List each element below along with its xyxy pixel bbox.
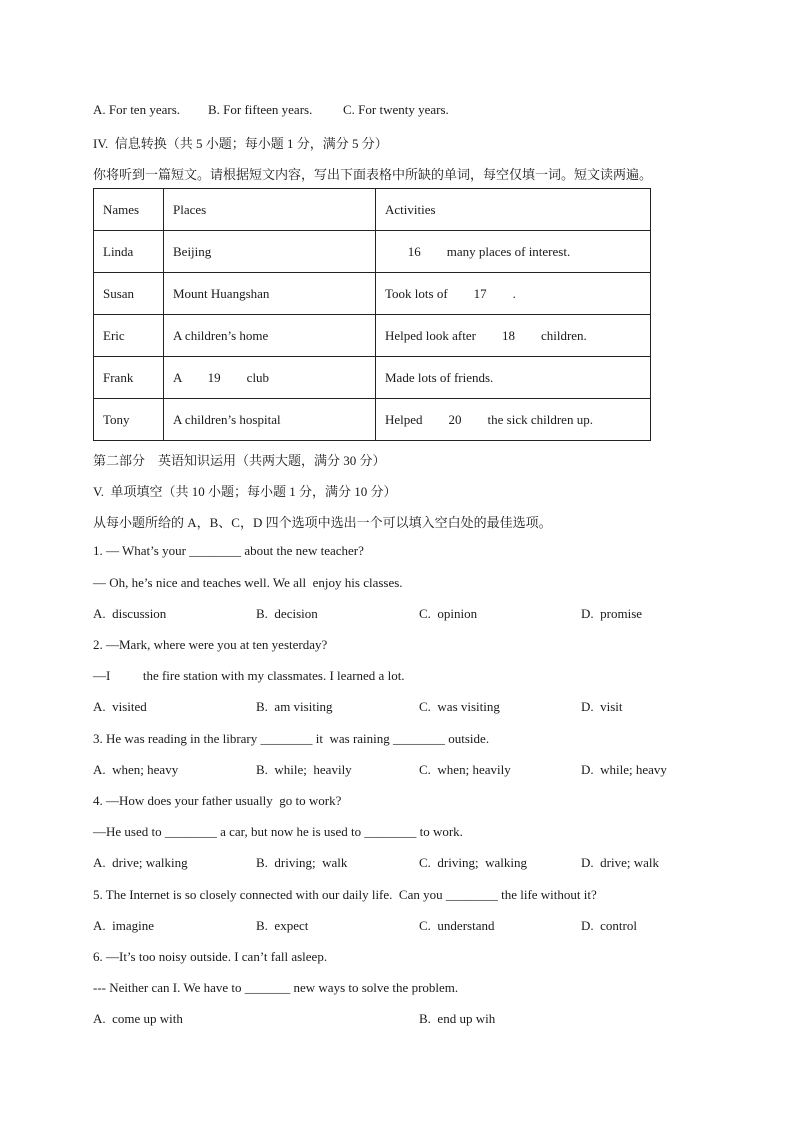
question-5-stem: 5. The Internet is so closely connected with our daily life. Can you ________ the life without it? [93,887,597,902]
cell-activity: 16 many places of interest. [376,231,651,273]
cell-place: A children’s hospital [164,399,376,441]
section-5-title: V. 单项填空（共 10 小题；每小题 1 分，满分 10 分） [93,484,397,499]
option-d: D. while; heavy [581,762,667,777]
cell-activity: Took lots of 17 . [376,273,651,315]
option-a: A. come up with [93,1011,183,1026]
question-4-options [93,855,713,873]
table-row [94,357,651,399]
table-row [94,231,651,273]
option-b: B. am visiting [256,699,333,714]
option-c: C. driving; walking [419,855,527,870]
question-3-options [93,762,713,780]
header-places: Places [164,189,376,231]
cell-place: Beijing [164,231,376,273]
cell-place: Mount Huangshan [164,273,376,315]
option-a: A. when; heavy [93,762,179,777]
table-row [94,315,651,357]
option-a: A. imagine [93,918,155,933]
option-c: C. opinion [419,606,478,621]
question-1-options [93,606,713,624]
table-row [94,273,651,315]
header-names: Names [94,189,164,231]
question-5-options [93,918,713,936]
option-c: C. was visiting [419,699,500,714]
previous-question-options [93,102,713,120]
question-4-response: —He used to ________ a car, but now he is used to ________ to work. [93,824,463,839]
table-row [94,399,651,441]
question-3-stem: 3. He was reading in the library ________ it was raining ________ outside. [93,731,490,746]
option-a: A. For ten years. [93,102,181,117]
cell-name: Linda [94,231,164,273]
option-a: A. drive; walking [93,855,188,870]
option-d: D. promise [581,606,643,621]
header-activities: Activities [376,189,651,231]
cell-name: Susan [94,273,164,315]
question-2-response: —I the fire station with my classmates. I learned a lot. [93,668,405,683]
cell-place: A 19 club [164,357,376,399]
question-6-response: --- Neither can I. We have to _______ new ways to solve the problem. [93,980,459,995]
option-c: C. when; heavily [419,762,511,777]
option-b: B. decision [256,606,318,621]
cell-name: Frank [94,357,164,399]
option-d: D. control [581,918,637,933]
section-4-instruction: 你将听到一篇短文。请根据短文内容，写出下面表格中所缺的单词，每空仅填一词。短文读两遍。 [93,167,653,182]
info-table [93,188,651,441]
option-b: B. For fifteen years. [208,102,313,117]
question-2-stem: 2. —Mark, where were you at ten yesterday? [93,637,328,652]
option-b: B. expect [256,918,309,933]
option-c: C. understand [419,918,495,933]
option-c: C. For twenty years. [343,102,449,117]
option-b: B. end up wih [419,1011,496,1026]
question-4-stem: 4. —How does your father usually go to work? [93,793,342,808]
question-2-options [93,699,713,717]
section-5-instruction: 从每小题所给的 A，B、C，D 四个选项中选出一个可以填入空白处的最佳选项。 [93,515,552,530]
section-4-title: IV. 信息转换（共 5 小题；每小题 1 分，满分 5 分） [93,136,388,151]
cell-activity: Helped 20 the sick children up. [376,399,651,441]
cell-activity: Made lots of friends. [376,357,651,399]
question-1-stem: 1. — What’s your ________ about the new teacher? [93,543,364,558]
option-a: A. visited [93,699,147,714]
question-6-stem: 6. —It’s too noisy outside. I can’t fall asleep. [93,949,328,964]
cell-name: Eric [94,315,164,357]
question-6-options [93,1011,713,1029]
option-b: B. driving; walk [256,855,348,870]
table-header-row [94,189,651,231]
cell-place: A children’s home [164,315,376,357]
option-d: D. visit [581,699,623,714]
question-1-response: — Oh, he’s nice and teaches well. We all enjoy his classes. [93,575,403,590]
part-2-title: 第二部分 英语知识运用（共两大题，满分 30 分） [93,453,386,468]
option-d: D. drive; walk [581,855,659,870]
cell-name: Tony [94,399,164,441]
cell-activity: Helped look after 18 children. [376,315,651,357]
option-a: A. discussion [93,606,167,621]
option-b: B. while; heavily [256,762,352,777]
